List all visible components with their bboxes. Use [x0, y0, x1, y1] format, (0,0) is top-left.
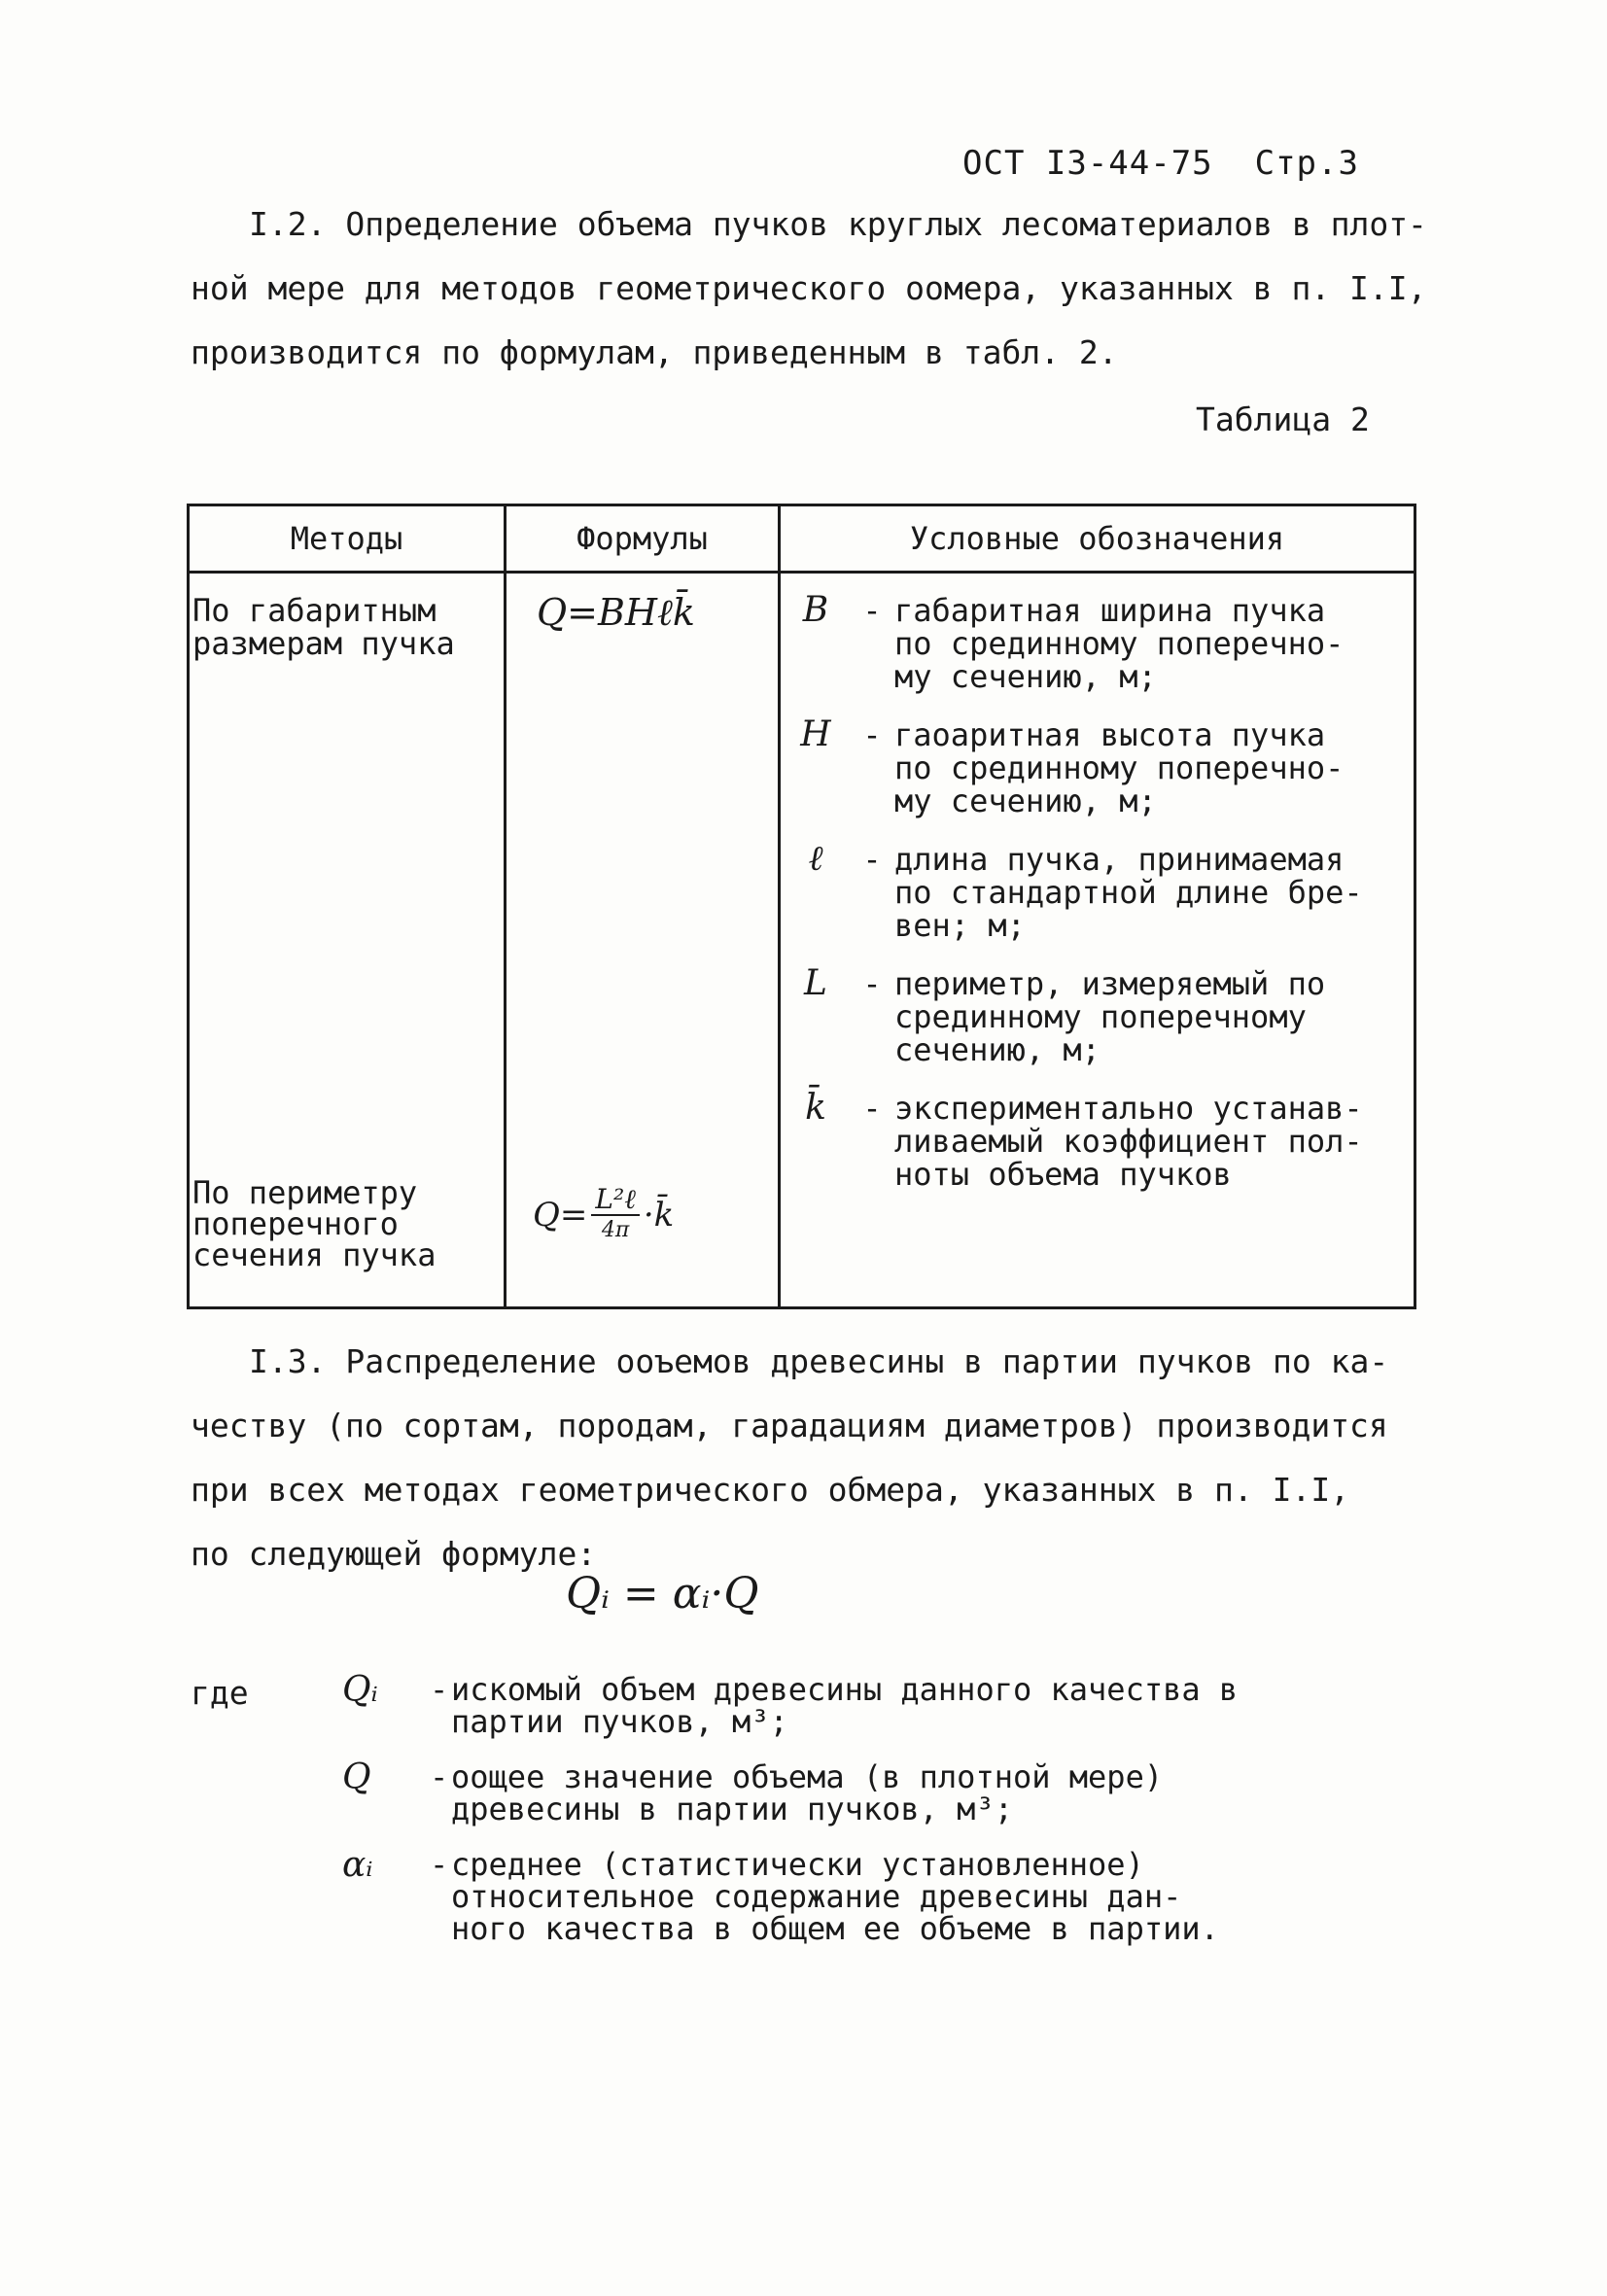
where-row [342, 1757, 1314, 1827]
definition-line: срединному поперечному [894, 998, 1307, 1035]
where-label: где [191, 1674, 249, 1712]
header-formulas: Формулы [506, 505, 780, 573]
where-definition [451, 1846, 1314, 1947]
table-caption: Таблица 2 [1196, 400, 1370, 438]
paragraph-line: I.2. Определение объема пучков круглых лесоматериалов в плот- [249, 205, 1427, 243]
definition-line: партии пучков, м³; [451, 1703, 788, 1740]
where-dash: - [430, 1671, 449, 1708]
where-dash: - [430, 1758, 449, 1795]
definition-line: сечению, м; [894, 1031, 1100, 1068]
definition-line: периметр, измеряемый по [894, 965, 1326, 1002]
definition-line: гаоаритная высота пучка [894, 716, 1326, 753]
formula-fraction [591, 1185, 639, 1245]
symbol-definition [894, 843, 1413, 942]
symbol-definition [894, 1092, 1413, 1191]
symbol-dash: - [862, 841, 882, 878]
notation-cell [780, 573, 1415, 1308]
definition-line: длина пучка, принимаемая [894, 841, 1345, 878]
symbol-dash: - [862, 965, 882, 1002]
where-definition [451, 1671, 1314, 1740]
definition-line: по срединному поперечно- [894, 749, 1345, 786]
symbol-definition [894, 967, 1413, 1066]
symbol-dash: - [862, 592, 882, 629]
method-perimeter [192, 1174, 437, 1273]
where-list [342, 1670, 1314, 1968]
where-dash: - [430, 1846, 449, 1883]
definition-line: му сечению, м; [894, 658, 1157, 695]
symbol-dash: - [862, 1090, 882, 1127]
paragraph-1-2 [191, 192, 1445, 385]
where-symbol: Q [342, 1757, 371, 1797]
symbol-definition [894, 718, 1413, 818]
paragraph-line: I.3. Распределение ооъемов древесины в партии пучков по ка- [249, 1342, 1389, 1380]
symbol-row [782, 714, 1413, 819]
formula-dimensions: Q=BHℓk̄ [537, 591, 695, 634]
paragraph-1-3 [191, 1330, 1445, 1586]
definition-line: ноты объема пучков [894, 1156, 1232, 1193]
standard-code: ОСТ I3-44-75 [962, 144, 1213, 183]
definition-line: среднее (статистически установленное) [451, 1846, 1144, 1883]
definition-line: искомый объем древесины данного качества в [451, 1671, 1239, 1708]
symbol: L [804, 963, 827, 1003]
where-row [342, 1670, 1314, 1740]
methods-cell [189, 573, 506, 1308]
where-symbol: Qᵢ [342, 1670, 378, 1710]
symbol: k̄ [805, 1088, 826, 1128]
symbol-row [782, 963, 1413, 1068]
definition-line: габаритная ширина пучка [894, 592, 1326, 629]
paragraph-line: по следующей формуле: [191, 1535, 597, 1573]
page-header [962, 144, 1359, 183]
definition-line: древесины в партии пучков, м³; [451, 1791, 1013, 1827]
method-line: По габаритным [192, 592, 437, 629]
fraction-numerator: L²ℓ [591, 1185, 639, 1216]
formula-perimeter [533, 1185, 674, 1245]
where-definition [451, 1758, 1314, 1827]
symbol-row [782, 1088, 1413, 1193]
definition-line: экспериментально устанав- [894, 1090, 1363, 1127]
where-symbol: αᵢ [342, 1845, 373, 1885]
method-line: поперечного [192, 1205, 399, 1242]
definition-line: оощее значение объема (в плотной мере) [451, 1758, 1164, 1795]
formula-tail: ·k̄ [643, 1196, 675, 1235]
methods-table [187, 504, 1416, 1309]
header-methods: Методы [189, 505, 506, 573]
formulas-cell [506, 573, 780, 1308]
definition-line: по стандартной длине бре- [894, 874, 1363, 911]
definition-line: ливаемый коэффициент пол- [894, 1123, 1363, 1160]
formula-lhs: Q= [533, 1196, 588, 1235]
definition-line: му сечению, м; [894, 783, 1157, 819]
symbol-row [782, 839, 1413, 944]
distribution-formula: Qᵢ = αᵢ·Q [566, 1569, 759, 1618]
symbol: ℓ [808, 839, 823, 879]
symbol-list [782, 590, 1413, 1216]
symbol-row [782, 590, 1413, 695]
symbol: H [800, 714, 831, 754]
method-dimensions [192, 594, 455, 660]
paragraph-line: честву (по сортам, породам, гарадациям диаметров) производится [191, 1407, 1388, 1444]
paragraph-line: производится по формулам, приведенным в табл. 2. [191, 333, 1118, 371]
method-line: По периметру [192, 1174, 418, 1211]
page-number: Стр.3 [1254, 144, 1359, 183]
definition-line: относительное содержание древесины дан- [451, 1878, 1182, 1915]
symbol: B [802, 590, 829, 630]
header-notation: Условные обозначения [780, 505, 1415, 573]
definition-line: по срединному поперечно- [894, 625, 1345, 662]
symbol-definition [894, 594, 1413, 693]
paragraph-line: ной мере для методов геометрического оомера, указанных в п. I.I, [191, 269, 1427, 307]
symbol-dash: - [862, 716, 882, 753]
fraction-denominator: 4π [601, 1218, 630, 1242]
definition-line: вен; м; [894, 907, 1026, 944]
where-row [342, 1845, 1314, 1947]
definition-line: ного качества в общем ее объеме в партии. [451, 1910, 1219, 1947]
method-line: сечения пучка [192, 1236, 437, 1273]
paragraph-line: при всех методах геометрического обмера, указанных в п. I.I, [191, 1471, 1350, 1509]
method-line: размерам пучка [192, 625, 455, 662]
